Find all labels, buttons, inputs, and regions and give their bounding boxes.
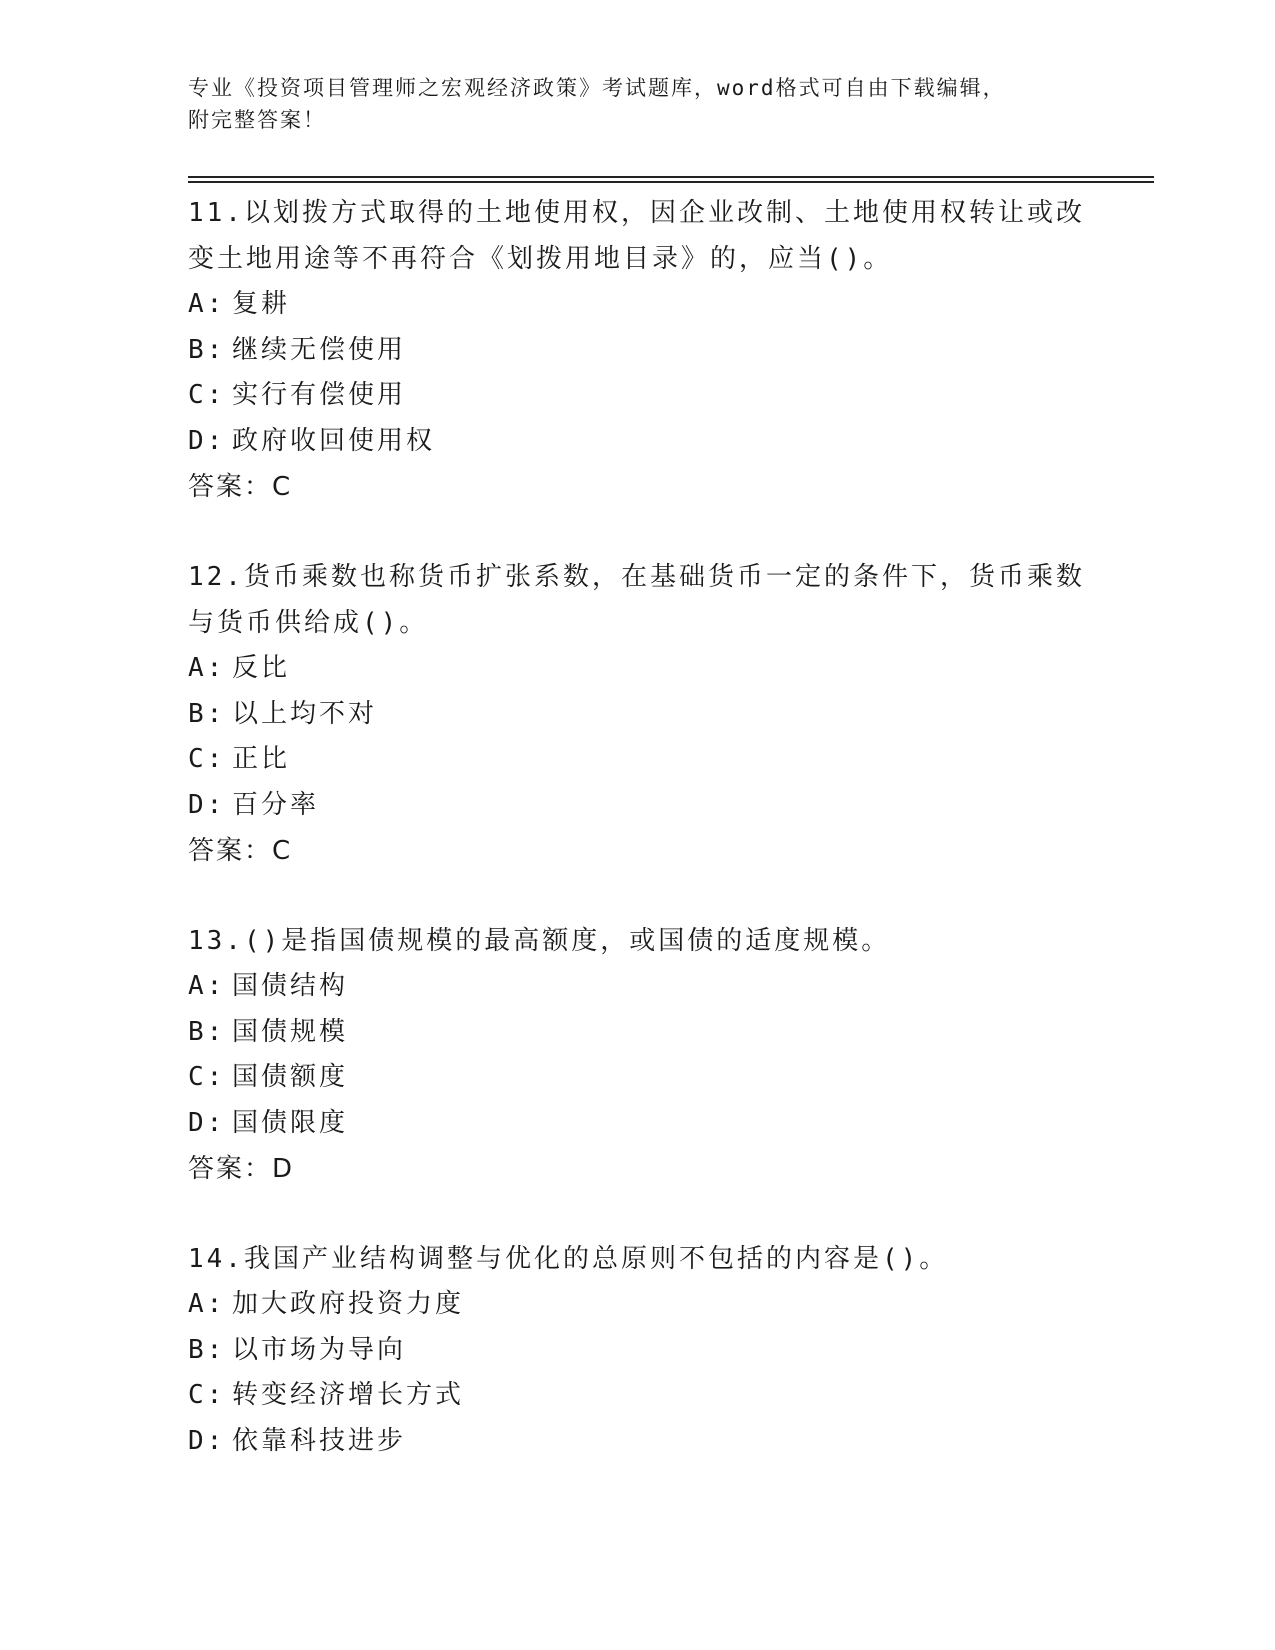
header-divider-bottom	[188, 181, 1154, 183]
option-text: 百分率	[232, 789, 320, 820]
answer-line: 答案：C	[188, 472, 293, 502]
option-key: B:	[188, 1016, 226, 1047]
question-stem: 14.我国产业结构调整与优化的总原则不包括的内容是()。	[188, 1244, 949, 1274]
option-d	[188, 783, 1088, 829]
option-text: 转变经济增长方式	[232, 1380, 465, 1410]
option-b	[188, 1010, 1088, 1056]
option-text: 国债规模	[232, 1016, 349, 1047]
option-text: 国债限度	[232, 1107, 349, 1138]
option-b	[188, 692, 1088, 738]
option-d	[188, 1419, 1088, 1465]
option-key: C:	[188, 1062, 226, 1092]
answer-line: 答案：D	[188, 1154, 295, 1184]
option-text: 国债结构	[232, 971, 349, 1001]
document-intro	[188, 72, 1068, 136]
option-key: C:	[188, 380, 226, 410]
option-text: 以市场为导向	[232, 1334, 407, 1365]
option-text: 实行有偿使用	[232, 380, 407, 410]
question-list	[188, 190, 1088, 1508]
option-key: D:	[188, 789, 226, 820]
option-c	[188, 1373, 1088, 1419]
option-key: A:	[188, 289, 226, 319]
option-b	[188, 1328, 1088, 1374]
question-stem: 11.以划拨方式取得的土地使用权，因企业改制、土地使用权转让或改变土地用途等不再符合《划拨用地目录》的，应当()。	[188, 198, 1085, 274]
option-key: A:	[188, 653, 226, 683]
question-13	[188, 918, 1088, 1192]
option-key: D:	[188, 425, 226, 456]
option-c	[188, 1055, 1088, 1101]
option-text: 依靠科技进步	[232, 1425, 407, 1456]
header-divider-top	[188, 176, 1154, 178]
option-d	[188, 419, 1088, 465]
option-c	[188, 737, 1088, 783]
question-12	[188, 554, 1088, 874]
option-text: 反比	[232, 653, 291, 683]
option-text: 国债额度	[232, 1062, 349, 1092]
option-a	[188, 646, 1088, 692]
question-11	[188, 190, 1088, 510]
option-key: C:	[188, 744, 226, 774]
option-a	[188, 282, 1088, 328]
option-key: D:	[188, 1107, 226, 1138]
question-stem: 12.货币乘数也称货币扩张系数，在基础货币一定的条件下，货币乘数与货币供给成()。	[188, 562, 1085, 638]
option-text: 继续无偿使用	[232, 334, 407, 365]
option-key: B:	[188, 698, 226, 729]
option-text: 政府收回使用权	[232, 425, 436, 456]
option-key: A:	[188, 1289, 226, 1319]
option-key: C:	[188, 1380, 226, 1410]
option-key: B:	[188, 334, 226, 365]
option-c	[188, 373, 1088, 419]
option-key: B:	[188, 1334, 226, 1365]
option-a	[188, 964, 1088, 1010]
answer-line: 答案：C	[188, 836, 293, 866]
option-text: 以上均不对	[232, 698, 378, 729]
intro-line-2: 附完整答案！	[188, 108, 326, 132]
option-key: A:	[188, 971, 226, 1001]
option-key: D:	[188, 1425, 226, 1456]
option-text: 复耕	[232, 289, 291, 319]
option-d	[188, 1101, 1088, 1147]
question-14	[188, 1236, 1088, 1464]
option-a	[188, 1282, 1088, 1328]
question-stem: 13.()是指国债规模的最高额度，或国债的适度规模。	[188, 926, 891, 956]
option-b	[188, 328, 1088, 374]
intro-line-1: 专业《投资项目管理师之宏观经济政策》考试题库，word格式可自由下载编辑，	[188, 76, 1006, 100]
option-text: 正比	[232, 744, 291, 774]
option-text: 加大政府投资力度	[232, 1289, 465, 1319]
